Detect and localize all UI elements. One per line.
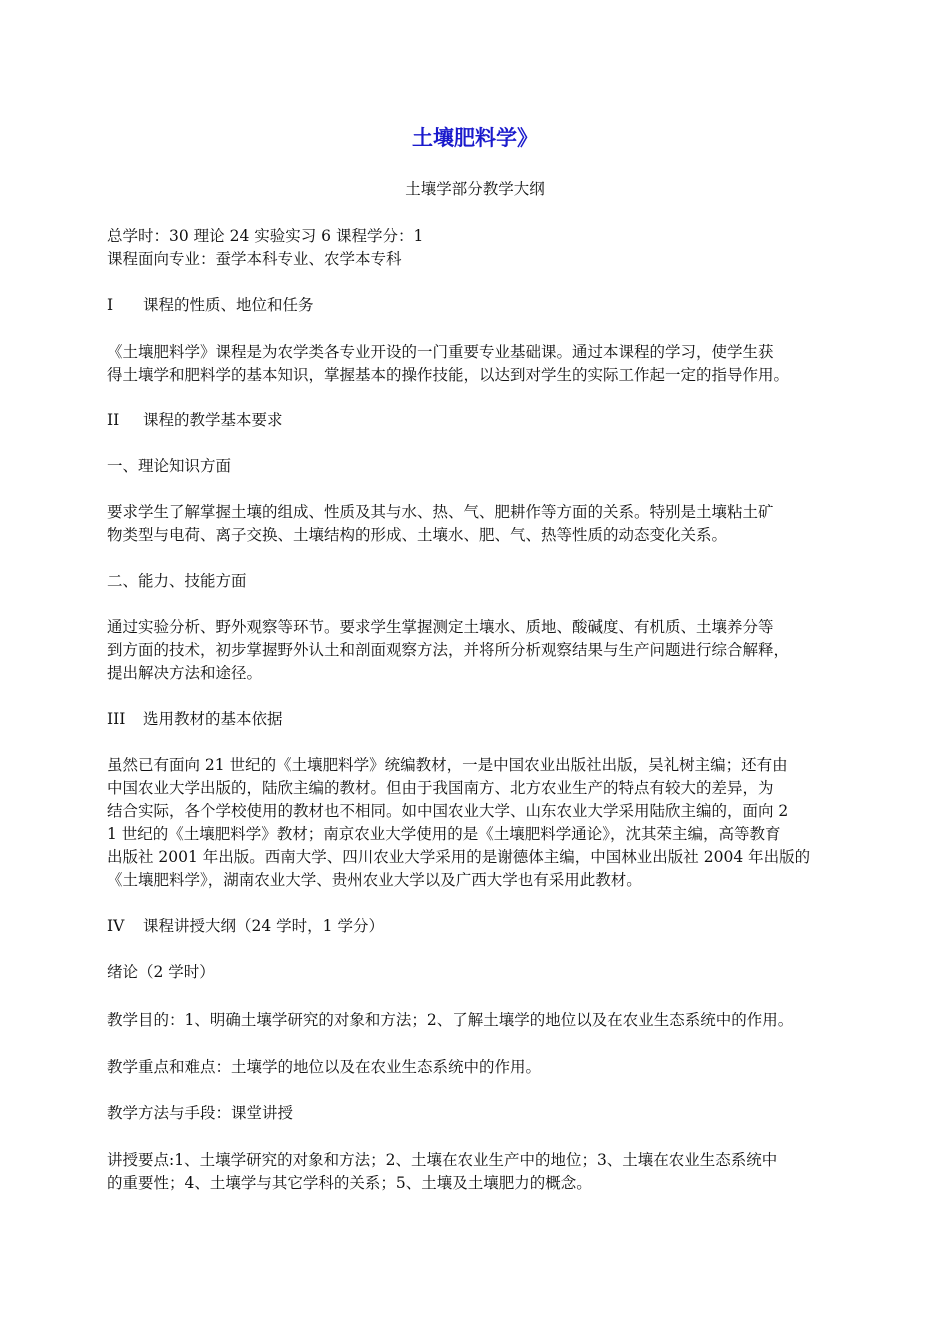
paragraph-line: 讲授要点:1、土壤学研究的对象和方法；2、土壤在农业生产中的地位；3、土壤在农业生态系统中 [107,1151,778,1169]
section-3-body [107,754,847,892]
paragraph-line: 的重要性；4、土壤学与其它学科的关系；5、土壤及土壤肥力的概念。 [107,1174,592,1192]
paragraph-line: 结合实际，各个学校使用的教材也不相同。如中国农业大学、山东农业大学采用陆欣主编的，面向 2 [107,802,789,820]
subsection-2-body [107,616,847,685]
section-numeral: II [107,411,120,429]
paragraph-line: 1 世纪的《土壤肥料学》教材；南京农业大学使用的是《土壤肥料学通论》，沈其荣主编，高等教育 [107,825,781,843]
intro-heading: 绪论（2 学时） [107,963,215,981]
section-3-heading [107,708,847,731]
teaching-keypoints: 教学重点和难点：土壤学的地位以及在农业生态系统中的作用。 [107,1058,542,1076]
paragraph-line: 到方面的技术，初步掌握野外认土和剖面观察方法，并将所分析观察结果与生产问题进行综合解释， [107,641,790,659]
course-hours: 总学时：30 理论 24 实验实习 6 课程学分：1 [107,227,424,245]
document-subtitle: 土壤学部分教学大纲 [405,180,545,198]
section-heading-text: 选用教材的基本依据 [143,710,283,728]
course-majors: 课程面向专业：蚕学本科专业、农学本专科 [107,250,402,268]
paragraph-line: 得土壤学和肥料学的基本知识，掌握基本的操作技能，以达到对学生的实际工作起一定的指导作用。 [107,366,790,384]
paragraph-line: 要求学生了解掌握土壤的组成、性质及其与水、热、气、肥耕作等方面的关系。特别是土壤粘土矿 [107,503,774,521]
section-heading-text: 课程的性质、地位和任务 [143,296,314,314]
section-numeral: IV [107,917,125,935]
teaching-objective: 教学目的：1、明确土壤学研究的对象和方法；2、了解土壤学的地位以及在农业生态系统中的作用。 [107,1011,794,1029]
section-heading-text: 课程的教学基本要求 [143,411,283,429]
lecture-points [107,1149,847,1195]
teaching-methods: 教学方法与手段：课堂讲授 [107,1104,294,1122]
course-meta [107,225,847,271]
subsection-heading: 一、理论知识方面 [107,457,232,475]
section-4-heading [107,915,847,938]
subsection-1-body [107,501,847,547]
document-title: 土壤肥料学》 [412,126,538,150]
paragraph-line: 出版社 2001 年出版。西南大学、四川农业大学采用的是谢德体主编，中国林业出版社 2004 年出版的 [107,848,811,866]
section-1-heading [107,294,847,317]
paragraph-line: 提出解决方法和途径。 [107,664,263,682]
paragraph-line: 虽然已有面向 21 世纪的《土壤肥料学》统编教材，一是中国农业出版社出版，吴礼树主编；还有由 [107,756,788,774]
paragraph-line: 通过实验分析、野外观察等环节。要求学生掌握测定土壤水、质地、酸碱度、有机质、土壤养分等 [107,618,774,636]
section-2-heading [107,409,847,432]
section-1-body [107,341,847,387]
paragraph-line: 物类型与电荷、离子交换、土壤结构的形成、土壤水、肥、气、热等性质的动态变化关系。 [107,526,728,544]
section-numeral: I [107,296,114,314]
subsection-heading: 二、能力、技能方面 [107,572,247,590]
paragraph-line: 中国农业大学出版的，陆欣主编的教材。但由于我国南方、北方农业生产的特点有较大的差异，为 [107,779,774,797]
section-numeral: III [107,710,126,728]
paragraph-line: 《土壤肥料学》，湖南农业大学、贵州农业大学以及广西大学也有采用此教材。 [107,871,642,889]
paragraph-line: 《土壤肥料学》课程是为农学类各专业开设的一门重要专业基础课。通过本课程的学习，使学生获 [107,343,774,361]
section-heading-text: 课程讲授大纲（24 学时，1 学分） [143,917,384,935]
